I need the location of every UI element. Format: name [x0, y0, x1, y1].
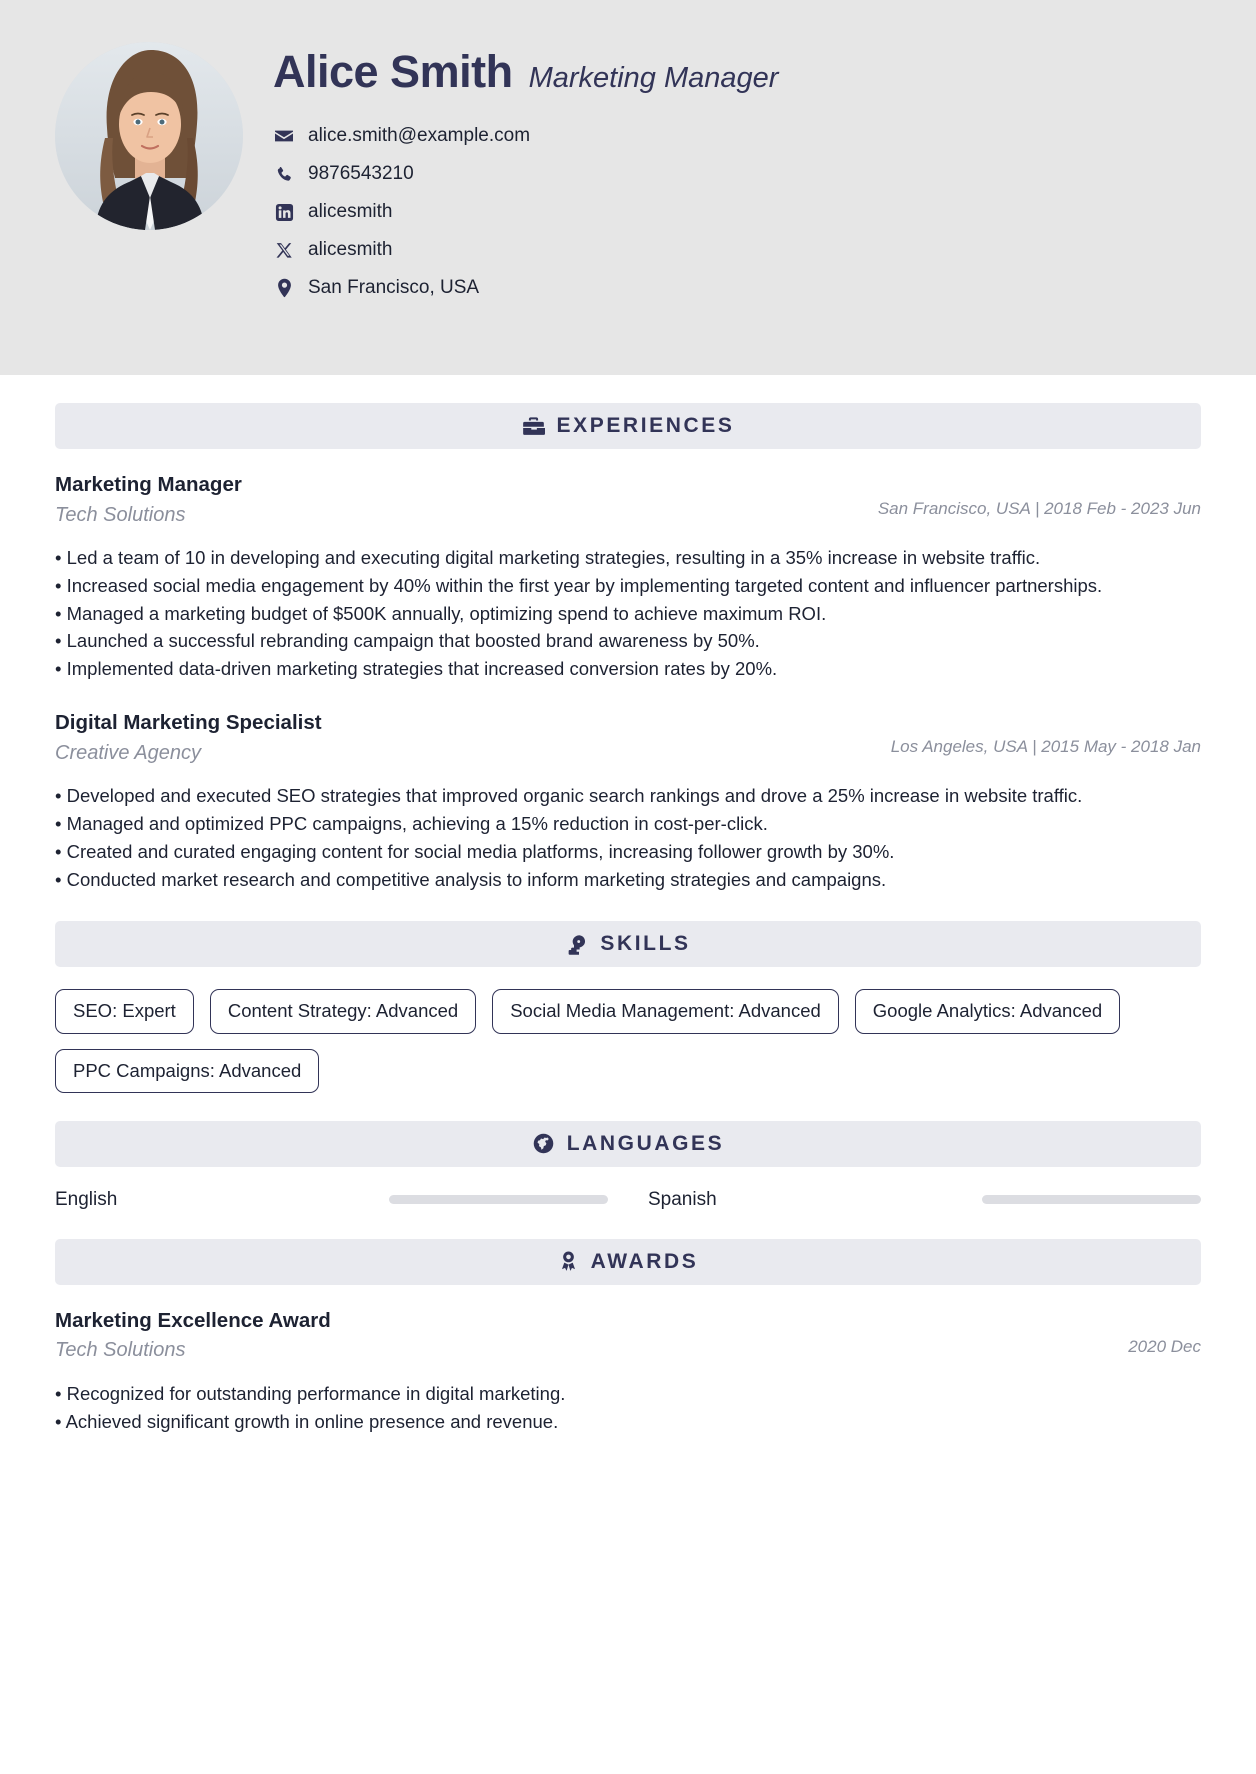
- page-title: Alice Smith: [273, 46, 513, 97]
- resume-body: [0, 403, 1256, 1501]
- bullet: • Increased social media engagement by 40% within the first year by implementing targeted content and influencer partnerships.: [55, 574, 1103, 596]
- section-header-awards: [55, 1239, 1201, 1285]
- award-entry-top: [55, 1307, 1201, 1369]
- experience-meta: San Francisco, USA | 2018 Feb - 2023 Jun: [877, 499, 1201, 518]
- bullet: • Managed and optimized PPC campaigns, achieving a 15% reduction in cost-per-click.: [55, 812, 768, 834]
- skill-chip[interactable]: Google Analytics: Advanced: [855, 989, 1120, 1033]
- envelope-icon: [273, 125, 295, 147]
- contact-location[interactable]: [273, 277, 1196, 299]
- bullet: • Managed a marketing budget of $500K annually, optimizing spend to achieve maximum ROI.: [55, 602, 827, 624]
- languages-list: [55, 1189, 1201, 1211]
- contact-email-value: alice.smith@example.com: [308, 125, 531, 147]
- contact-phone[interactable]: [273, 163, 1196, 185]
- language-row: [648, 1189, 1201, 1211]
- section-title-experiences: EXPERIENCES: [556, 414, 735, 437]
- x-twitter-icon: [273, 239, 295, 261]
- linkedin-icon: [273, 201, 295, 223]
- bullet: • Led a team of 10 in developing and executing digital marketing strategies, resulting in a 35% increase in website traffic.: [55, 547, 1041, 568]
- experience-bullets: [55, 545, 1201, 683]
- award-org: Tech Solutions: [55, 1339, 186, 1362]
- bullet: • Recognized for outstanding performance in digital marketing.: [55, 1382, 566, 1404]
- award-name: Marketing Excellence Award: [55, 1308, 331, 1332]
- bullet: • Created and curated engaging content for social media platforms, increasing follower growth by 30%.: [55, 840, 895, 862]
- language-row: [55, 1189, 608, 1211]
- experience-org: Creative Agency: [55, 741, 201, 764]
- section-header-experiences: [55, 403, 1201, 449]
- language-level-track: [389, 1195, 608, 1204]
- experience-org: Tech Solutions: [55, 503, 186, 526]
- experience-role: Marketing Manager: [55, 473, 242, 496]
- bullet: • Conducted market research and competitive analysis to inform marketing strategies and campaigns.: [55, 868, 887, 890]
- experience-entry-top: [55, 709, 1201, 771]
- experience-entry-top: [55, 471, 1201, 533]
- award-medal-icon: [558, 1250, 579, 1273]
- contact-x-twitter[interactable]: [273, 239, 1196, 261]
- language-name: English: [55, 1188, 118, 1210]
- section-header-skills: [55, 921, 1201, 967]
- skills-chip-list: [55, 989, 1201, 1092]
- contact-linkedin[interactable]: [273, 201, 1196, 223]
- language-level-track: [982, 1195, 1201, 1204]
- bullet: • Launched a successful rebranding campaign that boosted brand awareness by 50%.: [55, 630, 760, 652]
- skill-chip[interactable]: PPC Campaigns: Advanced: [55, 1049, 319, 1093]
- avatar: [55, 42, 243, 230]
- contact-list: [273, 125, 1196, 299]
- language-name: Spanish: [648, 1188, 717, 1210]
- contact-linkedin-value: alicesmith: [308, 201, 393, 223]
- skill-chip[interactable]: SEO: Expert: [55, 989, 194, 1033]
- job-title: Marketing Manager: [528, 62, 779, 94]
- experience-meta: Los Angeles, USA | 2015 May - 2018 Jan: [890, 737, 1201, 757]
- contact-x-value: alicesmith: [308, 239, 393, 261]
- contact-phone-value: 9876543210: [308, 163, 414, 185]
- section-header-languages: [55, 1121, 1201, 1167]
- header-details: [273, 30, 1196, 299]
- globe-icon: [532, 1132, 555, 1155]
- skill-chip[interactable]: Content Strategy: Advanced: [210, 989, 476, 1033]
- section-title-awards: AWARDS: [590, 1249, 699, 1273]
- bullet: • Achieved significant growth in online presence and revenue.: [55, 1410, 559, 1432]
- section-title-skills: SKILLS: [600, 932, 691, 956]
- experience-entry: [55, 709, 1201, 893]
- experience-entry: [55, 471, 1201, 683]
- briefcase-icon: [522, 415, 545, 438]
- bullet: • Implemented data-driven marketing strategies that increased conversion rates by 20%.: [55, 658, 778, 680]
- bullet: • Developed and executed SEO strategies that improved organic search rankings and drove a 25% increase in website traffic.: [55, 785, 1083, 807]
- experience-bullets: [55, 783, 1201, 893]
- skill-chip[interactable]: Social Media Management: Advanced: [492, 989, 839, 1033]
- section-title-languages: LANGUAGES: [566, 1131, 725, 1155]
- award-date: 2020 Dec: [1128, 1336, 1201, 1356]
- brain-head-icon: [565, 933, 588, 956]
- award-entry: [55, 1307, 1201, 1436]
- location-pin-icon: [273, 277, 295, 299]
- phone-icon: [273, 163, 295, 185]
- resume-header: [0, 0, 1256, 375]
- award-bullets: [55, 1381, 1201, 1436]
- name-row: [273, 48, 1196, 95]
- experience-role: Digital Marketing Specialist: [55, 711, 322, 735]
- contact-location-value: San Francisco, USA: [308, 277, 480, 299]
- contact-email[interactable]: [273, 125, 1196, 147]
